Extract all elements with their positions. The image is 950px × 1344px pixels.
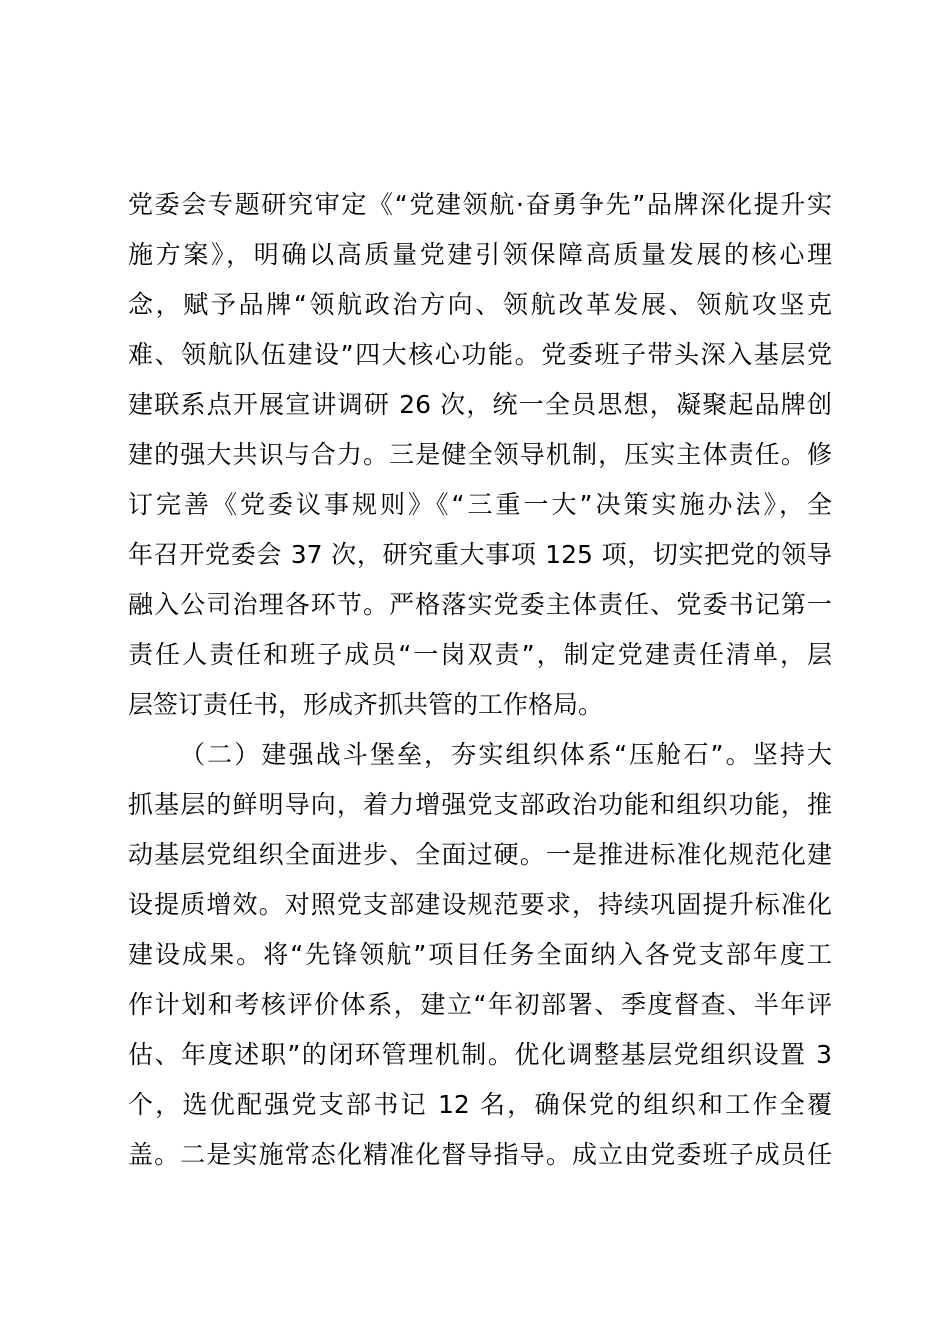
text-line: 估、年度述职”的闭环管理机制。优化调整基层党组织设置 3 (128, 1040, 832, 1069)
text-line: 融入公司治理各环节。严格落实党委主体责任、党委书记第一 (128, 590, 832, 619)
text-line: 订完善《党委议事规则》《“三重一大”决策实施办法》，全 (128, 490, 832, 519)
text-line: 建的强大共识与合力。三是健全领导机制，压实主体责任。修 (128, 440, 832, 469)
text-line: 动基层党组织全面进步、全面过硬。一是推进标准化规范化建 (128, 840, 832, 869)
section-heading-line: （二）建强战斗堡垒，夯实组织体系“压舱石”。坚持大 (180, 740, 832, 769)
text-line: 施方案》，明确以高质量党建引领保障高质量发展的核心理 (128, 240, 832, 269)
text-line: 层签订责任书，形成齐抓共管的工作格局。 (128, 690, 604, 719)
text-line: 念，赋予品牌“领航政治方向、领航改革发展、领航攻坚克 (128, 290, 832, 319)
text-line: 个，选优配强党支部书记 12 名，确保党的组织和工作全覆 (128, 1090, 832, 1119)
text-line: 难、领航队伍建设”四大核心功能。党委班子带头深入基层党 (128, 340, 832, 369)
text-line: 盖。二是实施常态化精准化督导指导。成立由党委班子成员任 (128, 1140, 832, 1169)
text-line: 责任人责任和班子成员“一岗双责”，制定党建责任清单，层 (128, 640, 832, 669)
text-line: 建联系点开展宣讲调研 26 次，统一全员思想，凝聚起品牌创 (128, 390, 832, 419)
text-line: 设提质增效。对照党支部建设规范要求，持续巩固提升标准化 (128, 890, 832, 919)
text-line: 作计划和考核评价体系，建立“年初部署、季度督查、半年评 (128, 990, 832, 1019)
text-line: 党委会专题研究审定《“党建领航·奋勇争先”品牌深化提升实 (128, 190, 832, 219)
text-line: 抓基层的鲜明导向，着力增强党支部政治功能和组织功能，推 (128, 790, 832, 819)
text-line: 年召开党委会 37 次，研究重大事项 125 项，切实把党的领导 (128, 540, 832, 569)
text-line: 建设成果。将“先锋领航”项目任务全面纳入各党支部年度工 (128, 940, 832, 969)
